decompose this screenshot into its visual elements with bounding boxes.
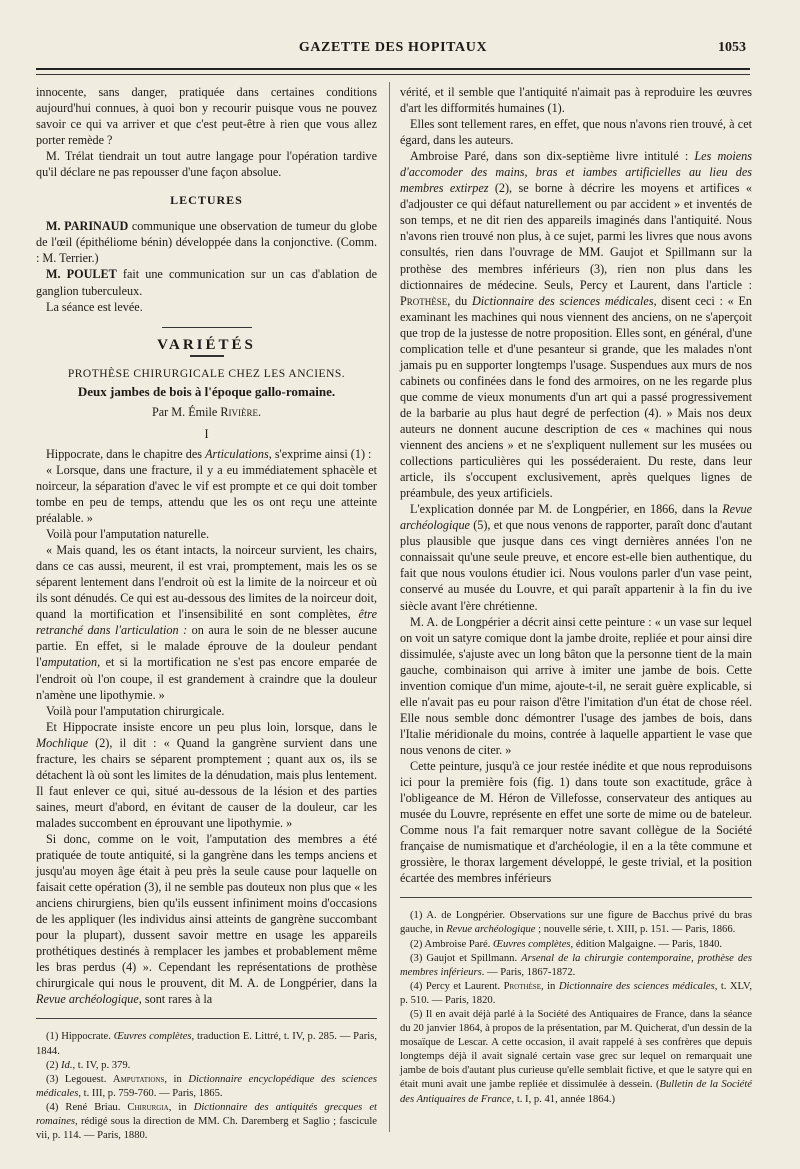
journal-title: GAZETTE DES HOPITAUX [298, 40, 488, 55]
footnote-rule [36, 1018, 377, 1019]
article-title: PROTHÈSE CHIRURGICALE CHEZ LES ANCIENS. [67, 367, 346, 380]
italic-text: Les moiens d'accomoder des mains, bras et iambes artificielles au lieu des membres extirpez [400, 149, 752, 196]
text: , traduction E. Littré, t. IV, p. 285. — Paris, 1844. [36, 1031, 378, 1057]
section-heading-lectures: LECTURES [170, 193, 243, 208]
left-column [36, 84, 377, 1143]
footnote [400, 952, 752, 980]
text: , disent ceci : « En examinant les machines qui nous viennent des anciens, on ne s'aperçoit que trop de la justesse de notre proposition. Elles sont, en général, d'une complication telle et d'une pesanteur si grande, que les malades n'ont jamais pu en supporter longtemps l'usage. Suspendues aux murs de nos cabinets ou confinées dans le fond des armoires, on ne les regarde plus que comme de vieux monuments d'un art qui a passé progressivement de la barbarie au plus haut degré de perfection (4). » Mais nos deux auteurs ne donnent aucune description de ces « machines qui nous viennent des anciens » et ne s'expliquent nullement sur les musées ou collections particulières qui les posséderaient. Du reste, dans leur article, ils s'occupent exclusivement, après quelques lignes de préambule, des yeux artificiels. [400, 293, 752, 501]
small-caps-text: Chirurgia [127, 1101, 169, 1113]
italic-text: Revue archéologique [446, 924, 536, 936]
header-rule-thin [36, 74, 750, 75]
text: , in [164, 1073, 189, 1085]
italic-text: Mochlique [36, 735, 89, 750]
italic-text: Revue archéologique [36, 992, 139, 1007]
speaker-name: M. POULET [46, 267, 117, 282]
text: (2), se borne à décrire les moyens et artifices « d'adjouster ce qui défaut naturellement ou par accident » et inventés de son temps, et ne dit rien des appareils imaginés dans l'antiquité. Nous n'avons rien trouvé non plus, à ce sujet, parmi les livres que nous avons consultés, rien dans l'ouvrage de MM. Gaujot et Spillmann sur la prothèse des membres inférieurs (3), rien non plus dans les dictionnaires de médecine. Seuls, Percy et Laurent, dans l'article : [400, 181, 752, 292]
text: Et Hippocrate insiste encore un peu plus loin, lorsque, dans le [46, 719, 377, 734]
italic-text: Dictionnaire des sciences médicales [471, 293, 654, 308]
text: , t. I, p. 41, année 1864.) [511, 1093, 616, 1105]
article-subtitle: Deux jambes de bois à l'époque gallo-romaine. [77, 383, 336, 399]
paragraph: M. Trélat tiendrait un tout autre langage pour l'opération tardive qu'il déclare ne pas repousser d'une façon absolue. [36, 149, 377, 180]
text: L'explication donnée par M. de Longpérier, en 1866, dans la [410, 502, 723, 517]
italic-text: Dictionnaire des sciences médicales [558, 980, 715, 992]
text: (4) Percy et Laurent. [410, 980, 504, 992]
text: , édition Malgaigne. — Paris, 1840. [570, 938, 723, 950]
paragraph [36, 266, 377, 298]
column-divider [389, 82, 390, 1132]
text: Hippocrate, dans le chapitre des [46, 446, 206, 461]
paragraph-text: communique une observation de tumeur du globe de l'œil (épithéliome bénin) développée dans la conjonctive. (Comm. : M. Terrier.) [36, 219, 377, 266]
paragraph [36, 719, 377, 831]
text: (3) Gaujot et Spillmann. [410, 952, 522, 964]
text: (5) Il en avait déjà parlé à la Société des Antiquaires de France, dans la séance du 20 janvier 1864, à propos de la présentation, par M. Quicherat, d'un dessin de la mosaïque de Lescar. A cette occasion, il avait rappelé à ses confrères que depuis longtemps déjà il avait signalé certain vase grec sur lequel on remarquait une jambe de bois d'autant plus curieuse qu'elle semblait fictive, et que le satyre qui en était muni avait une jambe repliée et dissimulée à dessein. ( [400, 1009, 752, 1091]
article-byline [36, 404, 377, 420]
footnote [36, 1101, 377, 1143]
text: , t. IV, p. 379. [72, 1059, 131, 1071]
text: , du [447, 293, 472, 308]
text: (1) Hippocrate. [46, 1031, 114, 1043]
header-rule-thick [36, 68, 750, 70]
paragraph: « Lorsque, dans une fracture, il y a eu immédiatement sphacèle et noirceur, la séparation d'avec le vif est prompte et ce qui doit tomber tombe en peu de temps, attendu que les os ont reçu une atteinte préalable. » [36, 462, 377, 526]
text: , in [540, 980, 559, 992]
paragraph-text: fait une communication sur un cas d'ablation de ganglion tuberculeux. [36, 267, 377, 298]
footnote [400, 909, 752, 937]
author-name: Rivière [220, 404, 258, 419]
italic-text: Bulletin de la Société des Antiquaires de France [400, 1079, 753, 1105]
italic-text: Dictionnaire des antiquités grecques et romaines [36, 1101, 377, 1128]
italic-text: Œuvres complètes [113, 1031, 192, 1043]
text: , in [168, 1101, 194, 1113]
ornament-divider-small [190, 355, 224, 358]
text: Ambroise Paré, dans son dix-septième livre intitulé : [410, 149, 695, 164]
paragraph: Cette peinture, jusqu'à ce jour restée inédite et que nous reproduisons ici pour la première fois (fig. 1) dans toute son exactitude, grâce à l'obligeance de M. Héron de Villefosse, conservateur des antiques au musée du Louvre, représente en effet une sorte de mime ou de bateleur. Comme nous l'a fait remarquer notre savant collègue de la Société française de numismatique et d'archéologie, il en a la tête commune et grossière, le thorax largement développé, le geste trivial, et la position écartée des membres inférieurs [400, 758, 752, 886]
text: on aura le soin de ne blesser aucune partie. En effet, si le malade éprouve de la douleur pendant l' [36, 623, 377, 670]
text: , t. XLV, p. 510. — Paris, 1820. [400, 980, 752, 1006]
text: , rédigé sous la direction de MM. Ch. Daremberg et Saglio ; fascicule vii, p. 114. — Paris, 1880. [36, 1116, 377, 1142]
footnote [36, 1073, 377, 1101]
italic-text: Revue archéologique [400, 502, 752, 533]
italic-text: Id. [61, 1059, 73, 1071]
byline-suffix: . [257, 404, 262, 419]
text: (3) Legouest. [46, 1073, 113, 1085]
footnote [36, 1059, 377, 1073]
text: . — Paris, 1867-1872. [481, 966, 576, 978]
paragraph: Voilà pour l'amputation chirurgicale. [46, 703, 225, 718]
text: , et si la mortification ne s'est pas encore emparée de l'endroit où l'on coupe, il est grandement à craindre que la douleur n'amène une lipothymie. » [36, 655, 377, 702]
italic-text: être retranché dans l'articulation : [36, 607, 377, 638]
text: , s'exprime ainsi (1) : [268, 446, 372, 461]
right-column [400, 84, 752, 1107]
text: (1) A. de Longpérier. Observations sur une figure de Bacchus privé du bras gauche, in [400, 910, 752, 936]
page-header [36, 40, 750, 62]
paragraph: Voilà pour l'amputation naturelle. [46, 527, 210, 542]
paragraph: vérité, et il semble que l'antiquité n'aimait pas à reproduire les œuvres d'art les difformités humaines (1). [400, 85, 752, 116]
italic-text: Articulations [205, 446, 269, 461]
small-caps-text: Prothèse [400, 293, 448, 308]
text: , sont rares à la [138, 992, 213, 1007]
footnote [400, 1008, 752, 1107]
italic-text: Œuvres complètes [492, 938, 571, 950]
paragraph [36, 218, 377, 266]
text: (2), il dit : « Quand la gangrène survient dans une fracture, les chairs se séparent promptement ; quant aux os, ils se détachent là où sont les limites de la dénudation, mais plus lentement. Il faut enlever ce qui, situé au-dessous de la lésion et des parties saines, meurt d'abord, en évitant de causer de la douleur, car les malades succombent en éprouvant une lipothymie. » [36, 735, 377, 830]
footnote [400, 980, 752, 1008]
ornament-divider [162, 327, 252, 329]
page-number: 1053 [718, 40, 746, 55]
paragraph: Elles sont tellement rares, en effet, que nous n'avons rien trouvé, à cet égard, dans les auteurs. [400, 117, 752, 148]
footnote [36, 1030, 377, 1058]
text: (2) Ambroise Paré. [410, 938, 493, 950]
text: Si donc, comme on le voit, l'amputation des membres a été pratiquée de toute antiquité, si la gangrène dans les temps anciens et jusqu'au moyen âge était à peu près la seule cause pour laquelle on faisait cette opération (3), il ne semble pas douteux non plus que « les anciens chirurgiens, bien qu'ils eussent infiniment moins d'occasions de les appliquer (les individus ainsi atteints de gangrène succombant pour la plupart), dussent savoir mettre en usage les appareils prothétiques destinés à remplacer les jambes et probablement même les bras perdus (4) ». Cependant les représentations de prothèse chirurgicale qui nous le prouvent, dit M. A. de Longpérier, dans la [36, 831, 377, 991]
italic-text: Arsenal de la chirurgie contemporaine, prothèse des membres inférieurs [400, 952, 752, 978]
italic-text: Dictionnaire encyclopédique des sciences médicales [36, 1073, 377, 1099]
section-heading-varietes: VARIÉTÉS [157, 336, 256, 353]
italic-text: amputation [41, 655, 98, 670]
section-number: I [204, 426, 209, 441]
paragraph [400, 501, 752, 613]
text: (2) [46, 1059, 62, 1071]
paragraph [36, 542, 377, 702]
text: (5), et que nous venons de rapporter, paraît donc d'autant plus plausible que jusque dans ces vingt dernières années l'on ne connaissait qu'une seule preuve, et encore est-elle bien authentique, du fait que nous voulons étudier ici. Nous voulons parler d'un vase peint, conservé au musée du Louvre, et qui paraît appartenir à la fin du ive siècle avant l'ère chrétienne. [400, 518, 752, 613]
paragraph: M. A. de Longpérier a décrit ainsi cette peinture : « un vase sur lequel on voit un satyre comique dont la jambe droite, repliée et pour ainsi dire dissimulée, s'ajuste avec un long bâton que la personne tient de la main gauche, combinaison qui arrive à imiter une jambe de bois. Cette invention comique d'un mime, ajoute-t-il, ne serait guère explicable, si elle n'avait pas eu pour raison d'être l'imitation d'un état de chose réel. Elle nous semble donc démontrer l'usage des jambes de bois, dans l'Italie méridionale du moins, contrée à laquelle appartient le vase que nous venons de citer. » [400, 614, 752, 757]
text: ; nouvelle série, t. XIII, p. 151. — Paris, 1866. [535, 924, 736, 936]
paragraph [36, 831, 377, 1008]
footnote [400, 938, 752, 952]
small-caps-text: Prothèse [503, 980, 541, 992]
footnote-rule [400, 897, 752, 898]
text: « Mais quand, les os étant intacts, la noirceur survient, les chairs, dans ce cas aussi, meurent, il est vrai, promptement, mais les os se séparent lentement dans l'endroit où est la limite de la noirceur et où ils sont dénudés. Ce qui est au-dessous des limites de la noirceur doit, quand la mortification et l'insensibilité en sont complètes, [36, 543, 377, 622]
small-caps-text: Amputations [112, 1073, 165, 1085]
paragraph: innocente, sans danger, pratiquée dans certaines conditions aujourd'hui connues, à quoi bon y recourir puisque vous ne pouvez savoir ce qui va arriver et que c'est peut-être à rien que vous allez porter remède ? [36, 85, 377, 148]
paragraph: La séance est levée. [46, 299, 143, 314]
text: (4) René Briau. [46, 1101, 128, 1113]
paragraph [400, 148, 752, 501]
byline-prefix: Par M. Émile [151, 404, 221, 419]
paragraph [36, 446, 377, 462]
text: , t. III, p. 759-760. — Paris, 1865. [78, 1087, 223, 1099]
speaker-name: M. PARINAUD [46, 219, 129, 234]
